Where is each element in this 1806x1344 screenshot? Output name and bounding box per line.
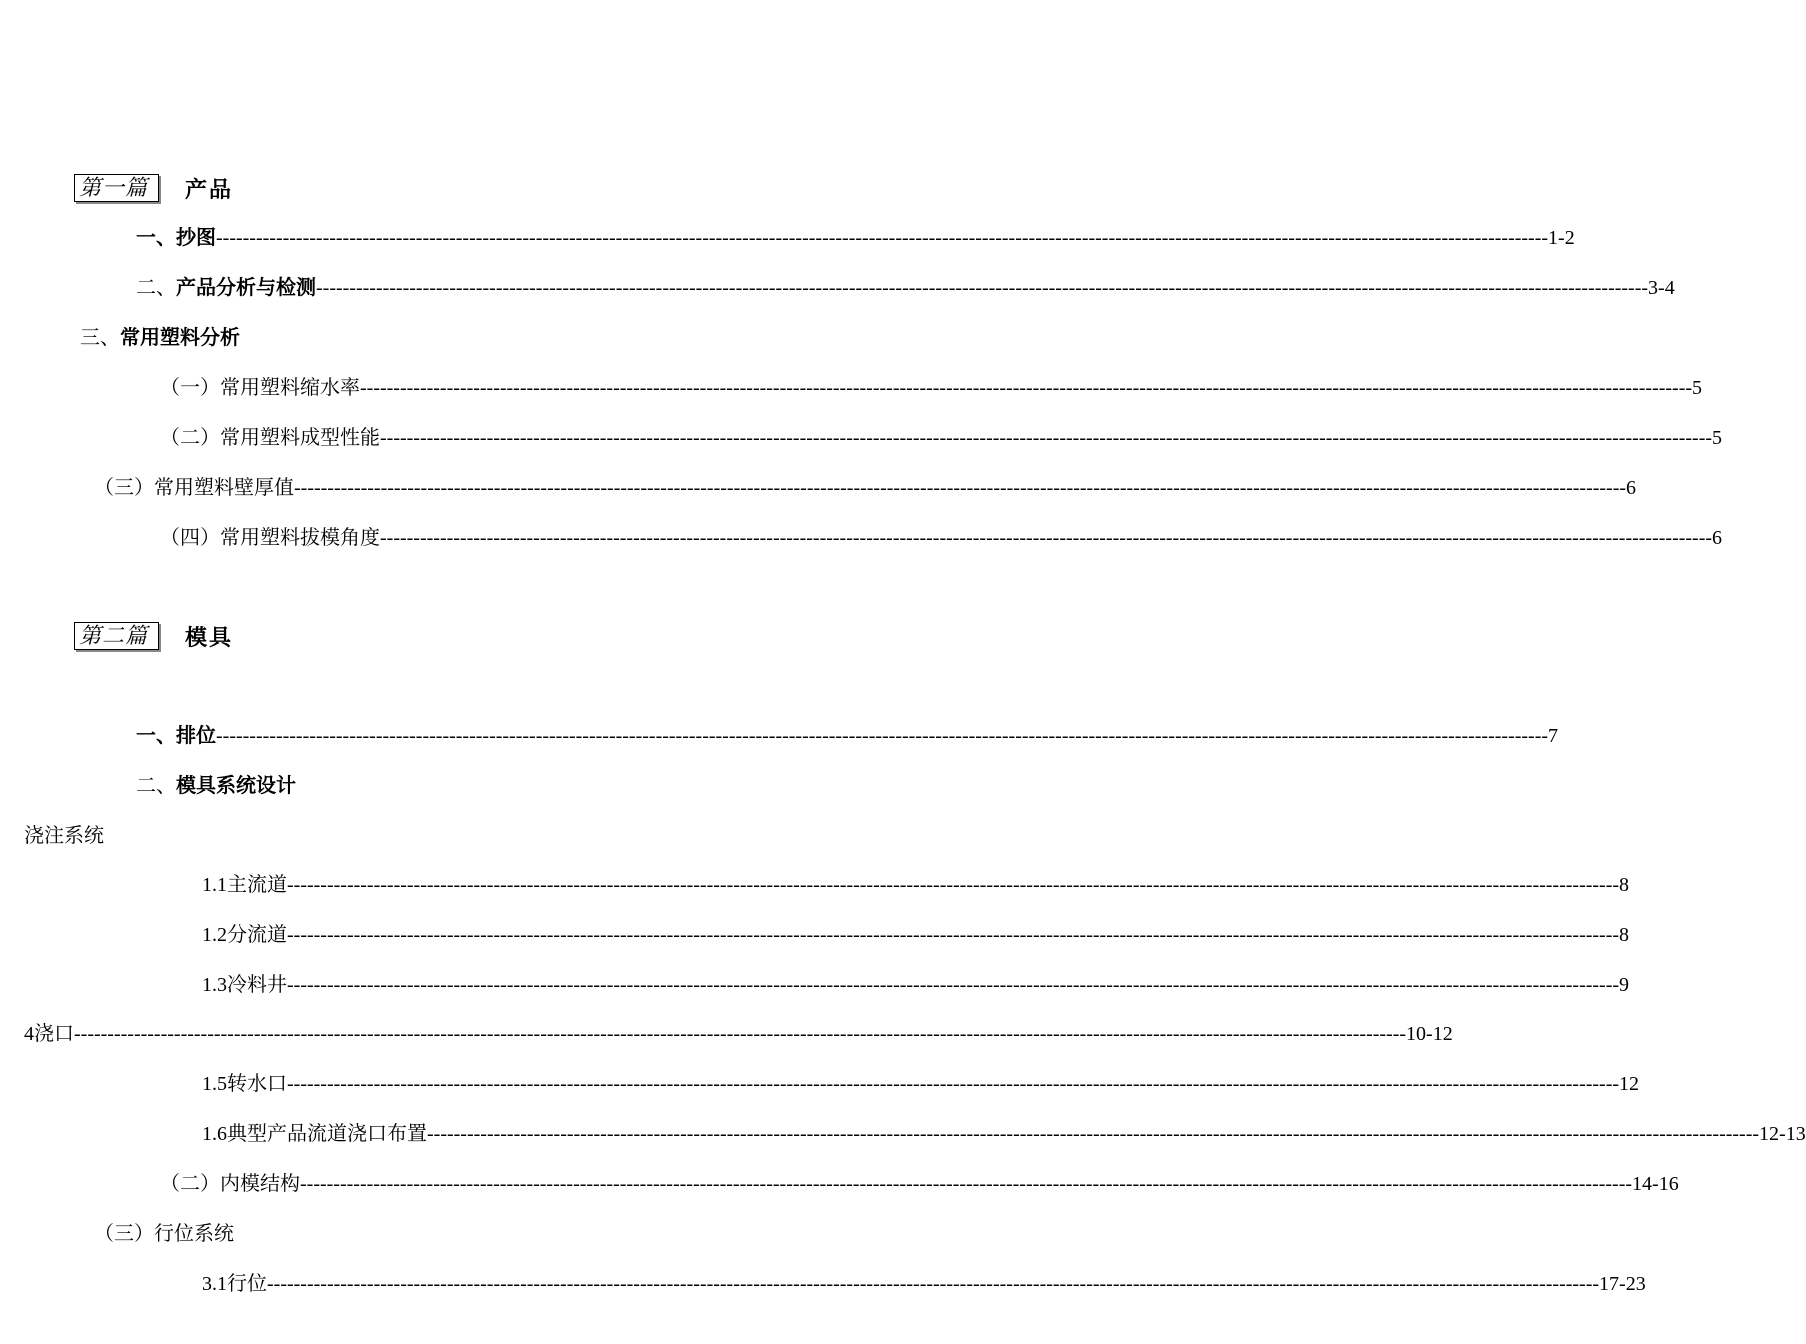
toc-entry-prefix: 1.1 (202, 874, 227, 896)
toc-entry-draft-angle[interactable] (160, 523, 1723, 553)
toc-leader-dashes: -------------------------------------------------------------------------------------------------------------------------------------------------------------------------------------------------------- (380, 527, 1713, 549)
toc-entry-label: 常用塑料分析 (120, 327, 240, 349)
toc-entry-page: 17-23 (1599, 1273, 1646, 1295)
toc-entry-page: 5 (1692, 377, 1703, 399)
toc-entry-mold-system-design[interactable] (136, 771, 296, 801)
toc-entry-prefix: 1.3 (202, 974, 227, 996)
toc-entry-branch-runner[interactable] (202, 920, 1630, 950)
toc-entry-layout[interactable] (136, 721, 1559, 751)
toc-entry-label: 常用塑料拔模角度 (220, 527, 380, 549)
toc-entry-cold-slug-well[interactable] (202, 970, 1630, 1000)
toc-entry-label: 冷料井 (227, 974, 287, 996)
toc-leader-dashes: -------------------------------------------------------------------------------------------------------------------------------------------------------------------------------------------------------- (74, 1023, 1407, 1045)
toc-entry-prefix: 4 (24, 1023, 34, 1045)
toc-leader-dashes: -------------------------------------------------------------------------------------------------------------------------------------------------------------------------------------------------------- (300, 1173, 1633, 1195)
part-1-heading (74, 173, 233, 203)
toc-entry-label: 抄图 (176, 227, 216, 249)
toc-entry-label: 浇口 (34, 1023, 74, 1045)
toc-entry-prefix: （二） (160, 1173, 220, 1195)
toc-entry-page: 8 (1619, 874, 1630, 896)
toc-entry-page: 12-13 (1759, 1123, 1806, 1145)
toc-leader-dashes: -------------------------------------------------------------------------------------------------------------------------------------------------------------------------------------------------------- (267, 1273, 1600, 1295)
toc-entry-molding-property[interactable] (160, 423, 1723, 453)
part-2-box: 第二篇 (74, 622, 159, 650)
part-2-title: 模具 (185, 625, 234, 651)
toc-entry-label: 转水口 (227, 1073, 287, 1095)
toc-leader-dashes: -------------------------------------------------------------------------------------------------------------------------------------------------------------------------------------------------------- (294, 477, 1627, 499)
toc-entry-prefix: 3.1 (202, 1273, 227, 1295)
toc-entry-label: 典型产品流道浇口布置 (227, 1123, 427, 1145)
toc-entry-wall-thickness[interactable] (94, 473, 1637, 503)
toc-entry-page: 12 (1619, 1073, 1640, 1095)
toc-entry-prefix: （一） (160, 377, 220, 399)
toc-entry-product-analysis[interactable] (136, 273, 1675, 303)
toc-entry-plastic-analysis[interactable] (80, 323, 240, 353)
toc-entry-gating-system[interactable] (24, 821, 104, 851)
part-1-title: 产品 (185, 177, 234, 203)
toc-entry-prefix: （二） (160, 427, 220, 449)
toc-entry-page: 7 (1548, 725, 1559, 747)
toc-entry-prefix: 1.2 (202, 924, 227, 946)
toc-entry-page: 6 (1626, 477, 1637, 499)
toc-entry-label: 行位系统 (154, 1223, 234, 1245)
toc-entry-label: 主流道 (227, 874, 287, 896)
toc-entry-label: 常用塑料缩水率 (220, 377, 360, 399)
toc-entry-prefix: （三） (94, 1223, 154, 1245)
toc-leader-dashes: -------------------------------------------------------------------------------------------------------------------------------------------------------------------------------------------------------- (216, 227, 1549, 249)
toc-entry-page: 6 (1712, 527, 1723, 549)
toc-entry-core-structure[interactable] (160, 1169, 1679, 1199)
toc-entry-label: 常用塑料壁厚值 (154, 477, 294, 499)
toc-entry-prefix: 二、 (136, 775, 176, 797)
toc-entry-label: 浇注系统 (24, 825, 104, 847)
toc-leader-dashes: -------------------------------------------------------------------------------------------------------------------------------------------------------------------------------------------------------- (427, 1123, 1760, 1145)
toc-leader-dashes: -------------------------------------------------------------------------------------------------------------------------------------------------------------------------------------------------------- (287, 974, 1620, 996)
toc-entry-label: 行位 (227, 1273, 267, 1295)
toc-entry-page: 9 (1619, 974, 1630, 996)
toc-entry-slider-system[interactable] (94, 1219, 234, 1249)
toc-entry-prefix: 1.6 (202, 1123, 227, 1145)
toc-entry-prefix: （四） (160, 527, 220, 549)
toc-entry-copy-drawing[interactable] (136, 223, 1575, 253)
toc-entry-slider[interactable] (202, 1269, 1646, 1299)
toc-entry-prefix: 1.5 (202, 1073, 227, 1095)
toc-entry-page: 1-2 (1548, 227, 1575, 249)
toc-entry-prefix: 一、 (136, 725, 176, 747)
toc-leader-dashes: -------------------------------------------------------------------------------------------------------------------------------------------------------------------------------------------------------- (287, 924, 1620, 946)
toc-entry-shrinkage[interactable] (160, 373, 1703, 403)
toc-entry-page: 10-12 (1406, 1023, 1453, 1045)
toc-entry-transfer-sprue[interactable] (202, 1069, 1640, 1099)
toc-entry-gate[interactable] (24, 1019, 1453, 1049)
toc-leader-dashes: -------------------------------------------------------------------------------------------------------------------------------------------------------------------------------------------------------- (316, 277, 1649, 299)
toc-entry-label: 产品分析与检测 (176, 277, 316, 299)
toc-entry-main-runner[interactable] (202, 870, 1630, 900)
toc-entry-prefix: （三） (94, 477, 154, 499)
part-2-heading (74, 621, 233, 651)
toc-entry-label: 常用塑料成型性能 (220, 427, 380, 449)
toc-entry-page: 14-16 (1632, 1173, 1679, 1195)
toc-entry-label: 内模结构 (220, 1173, 300, 1195)
part-1-box: 第一篇 (74, 174, 159, 202)
toc-entry-typical-layout[interactable] (202, 1119, 1806, 1149)
toc-leader-dashes: -------------------------------------------------------------------------------------------------------------------------------------------------------------------------------------------------------- (360, 377, 1693, 399)
toc-entry-page: 8 (1619, 924, 1630, 946)
toc-entry-label: 分流道 (227, 924, 287, 946)
toc-leader-dashes: -------------------------------------------------------------------------------------------------------------------------------------------------------------------------------------------------------- (287, 874, 1620, 896)
toc-entry-prefix: 二、 (136, 277, 176, 299)
toc-entry-prefix: 三、 (80, 327, 120, 349)
toc-leader-dashes: -------------------------------------------------------------------------------------------------------------------------------------------------------------------------------------------------------- (216, 725, 1549, 747)
toc-leader-dashes: -------------------------------------------------------------------------------------------------------------------------------------------------------------------------------------------------------- (380, 427, 1713, 449)
toc-entry-prefix: 一、 (136, 227, 176, 249)
toc-leader-dashes: -------------------------------------------------------------------------------------------------------------------------------------------------------------------------------------------------------- (287, 1073, 1620, 1095)
toc-entry-page: 3-4 (1648, 277, 1675, 299)
toc-entry-page: 5 (1712, 427, 1723, 449)
toc-entry-label: 排位 (176, 725, 216, 747)
toc-entry-label: 模具系统设计 (176, 775, 296, 797)
